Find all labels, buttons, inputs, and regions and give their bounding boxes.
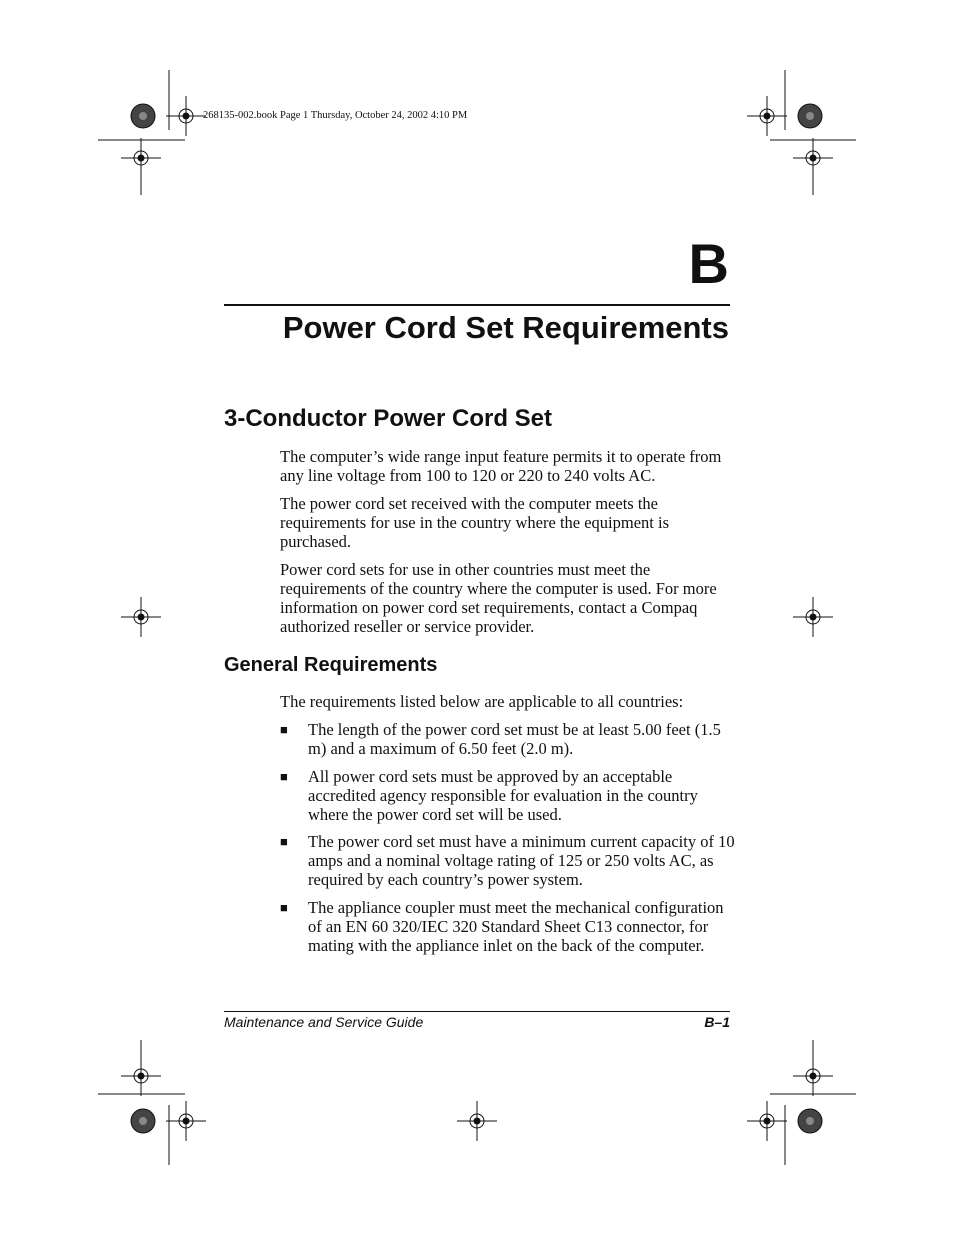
list-item-text: The power cord set must have a minimum current capacity of 10 amps and a nominal voltage rating of 125 or 250 volts AC, as required by each country’s power system. xyxy=(308,832,735,889)
bullet-icon: ■ xyxy=(280,900,288,915)
page-number: B–1 xyxy=(704,1014,730,1030)
section-heading: 3-Conductor Power Cord Set xyxy=(224,405,553,432)
paragraph: Power cord sets for use in other countries must meet the requirements of the country where the computer is used. For more information on power cord set requirements, contact a Compaq authorized reseller or service provider. xyxy=(280,560,717,636)
list-item-text: The length of the power cord set must be at least 5.00 feet (1.5 m) and a maximum of 6.50 feet (2.0 m). xyxy=(308,720,721,758)
list-item xyxy=(280,767,735,824)
list-item xyxy=(280,720,735,758)
bullet-icon: ■ xyxy=(280,769,288,784)
list-item-text: The appliance coupler must meet the mechanical configuration of an EN 60 320/IEC 320 Standard Sheet C13 connector, for mating with the appliance inlet on the back of the computer. xyxy=(308,898,724,955)
title-rule xyxy=(224,304,730,306)
chapter-letter: B xyxy=(688,232,729,295)
chapter-title: Power Cord Set Requirements xyxy=(282,310,729,345)
list-item xyxy=(280,898,735,955)
footer-title: Maintenance and Service Guide xyxy=(224,1014,424,1030)
footer-rule xyxy=(224,1011,730,1012)
paragraph: The requirements listed below are applicable to all countries: xyxy=(280,692,684,711)
paragraph: The power cord set received with the computer meets the requirements for use in the country where the equipment is purchased. xyxy=(280,494,670,551)
bullet-icon: ■ xyxy=(280,834,288,849)
print-slug: 268135-002.book Page 1 Thursday, October 24, 2002 4:10 PM xyxy=(203,110,468,121)
subsection-heading: General Requirements xyxy=(224,654,438,676)
list-item-text: All power cord sets must be approved by an acceptable accredited agency responsible for evaluation in the country where the power cord set will be used. xyxy=(308,767,698,824)
paragraph: The computer’s wide range input feature permits it to operate from any line voltage from 100 to 120 or 220 to 240 volts AC. xyxy=(280,447,722,485)
list-item xyxy=(280,832,735,889)
bullet-icon: ■ xyxy=(280,722,288,737)
